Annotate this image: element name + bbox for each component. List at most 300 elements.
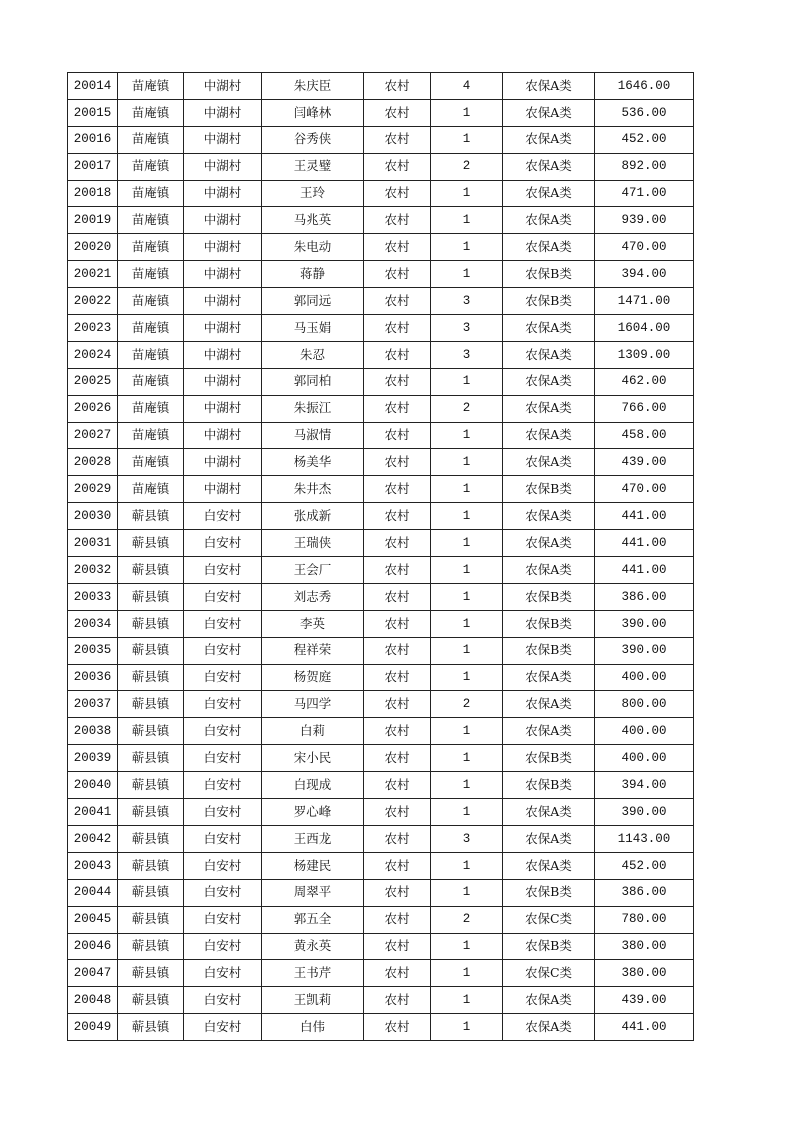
type-cell: 农村 xyxy=(364,126,431,153)
table-row xyxy=(68,799,694,826)
amount-cell: 386.00 xyxy=(595,583,694,610)
id-cell: 20032 xyxy=(68,557,118,584)
id-cell: 20036 xyxy=(68,664,118,691)
category-cell: 农保A类 xyxy=(503,557,595,584)
id-cell: 20020 xyxy=(68,234,118,261)
id-cell: 20021 xyxy=(68,261,118,288)
count-cell: 1 xyxy=(431,126,503,153)
id-cell: 20023 xyxy=(68,315,118,342)
id-cell: 20029 xyxy=(68,476,118,503)
town-cell: 苗庵镇 xyxy=(118,315,184,342)
table-row xyxy=(68,153,694,180)
amount-cell: 766.00 xyxy=(595,395,694,422)
amount-cell: 390.00 xyxy=(595,637,694,664)
amount-cell: 394.00 xyxy=(595,261,694,288)
id-cell: 20046 xyxy=(68,933,118,960)
name-cell: 刘志秀 xyxy=(262,583,364,610)
village-cell: 白安村 xyxy=(184,960,262,987)
type-cell: 农村 xyxy=(364,799,431,826)
town-cell: 蕲县镇 xyxy=(118,530,184,557)
village-cell: 白安村 xyxy=(184,691,262,718)
town-cell: 蕲县镇 xyxy=(118,825,184,852)
type-cell: 农村 xyxy=(364,73,431,100)
category-cell: 农保A类 xyxy=(503,180,595,207)
count-cell: 1 xyxy=(431,879,503,906)
town-cell: 蕲县镇 xyxy=(118,879,184,906)
type-cell: 农村 xyxy=(364,1014,431,1041)
amount-cell: 441.00 xyxy=(595,503,694,530)
id-cell: 20033 xyxy=(68,583,118,610)
id-cell: 20015 xyxy=(68,99,118,126)
type-cell: 农村 xyxy=(364,395,431,422)
category-cell: 农保B类 xyxy=(503,933,595,960)
table-row xyxy=(68,852,694,879)
village-cell: 白安村 xyxy=(184,718,262,745)
village-cell: 中湖村 xyxy=(184,261,262,288)
name-cell: 宋小民 xyxy=(262,745,364,772)
village-cell: 中湖村 xyxy=(184,99,262,126)
count-cell: 3 xyxy=(431,341,503,368)
amount-cell: 800.00 xyxy=(595,691,694,718)
category-cell: 农保A类 xyxy=(503,825,595,852)
count-cell: 1 xyxy=(431,637,503,664)
town-cell: 蕲县镇 xyxy=(118,691,184,718)
type-cell: 农村 xyxy=(364,207,431,234)
id-cell: 20024 xyxy=(68,341,118,368)
count-cell: 1 xyxy=(431,799,503,826)
village-cell: 中湖村 xyxy=(184,153,262,180)
name-cell: 郭同远 xyxy=(262,288,364,315)
category-cell: 农保A类 xyxy=(503,99,595,126)
amount-cell: 441.00 xyxy=(595,1014,694,1041)
count-cell: 1 xyxy=(431,772,503,799)
amount-cell: 400.00 xyxy=(595,718,694,745)
category-cell: 农保A类 xyxy=(503,530,595,557)
id-cell: 20016 xyxy=(68,126,118,153)
count-cell: 1 xyxy=(431,664,503,691)
village-cell: 中湖村 xyxy=(184,207,262,234)
town-cell: 苗庵镇 xyxy=(118,288,184,315)
name-cell: 周翠平 xyxy=(262,879,364,906)
town-cell: 蕲县镇 xyxy=(118,610,184,637)
category-cell: 农保B类 xyxy=(503,610,595,637)
id-cell: 20031 xyxy=(68,530,118,557)
town-cell: 蕲县镇 xyxy=(118,772,184,799)
category-cell: 农保A类 xyxy=(503,368,595,395)
amount-cell: 452.00 xyxy=(595,852,694,879)
table-row xyxy=(68,691,694,718)
village-cell: 白安村 xyxy=(184,557,262,584)
village-cell: 中湖村 xyxy=(184,422,262,449)
name-cell: 马四学 xyxy=(262,691,364,718)
town-cell: 苗庵镇 xyxy=(118,153,184,180)
amount-cell: 380.00 xyxy=(595,933,694,960)
id-cell: 20035 xyxy=(68,637,118,664)
village-cell: 中湖村 xyxy=(184,288,262,315)
village-cell: 中湖村 xyxy=(184,395,262,422)
type-cell: 农村 xyxy=(364,557,431,584)
amount-cell: 390.00 xyxy=(595,799,694,826)
category-cell: 农保B类 xyxy=(503,583,595,610)
table-row xyxy=(68,180,694,207)
id-cell: 20026 xyxy=(68,395,118,422)
name-cell: 杨美华 xyxy=(262,449,364,476)
id-cell: 20014 xyxy=(68,73,118,100)
town-cell: 苗庵镇 xyxy=(118,180,184,207)
village-cell: 中湖村 xyxy=(184,180,262,207)
amount-cell: 1604.00 xyxy=(595,315,694,342)
town-cell: 蕲县镇 xyxy=(118,745,184,772)
type-cell: 农村 xyxy=(364,261,431,288)
table-row xyxy=(68,960,694,987)
category-cell: 农保B类 xyxy=(503,745,595,772)
table-row xyxy=(68,315,694,342)
table-row xyxy=(68,476,694,503)
amount-cell: 892.00 xyxy=(595,153,694,180)
town-cell: 蕲县镇 xyxy=(118,987,184,1014)
town-cell: 蕲县镇 xyxy=(118,503,184,530)
name-cell: 朱庆臣 xyxy=(262,73,364,100)
village-cell: 白安村 xyxy=(184,906,262,933)
count-cell: 1 xyxy=(431,476,503,503)
type-cell: 农村 xyxy=(364,772,431,799)
type-cell: 农村 xyxy=(364,718,431,745)
count-cell: 1 xyxy=(431,234,503,261)
type-cell: 农村 xyxy=(364,503,431,530)
category-cell: 农保B类 xyxy=(503,637,595,664)
category-cell: 农保A类 xyxy=(503,207,595,234)
id-cell: 20022 xyxy=(68,288,118,315)
town-cell: 苗庵镇 xyxy=(118,368,184,395)
village-cell: 白安村 xyxy=(184,825,262,852)
count-cell: 1 xyxy=(431,987,503,1014)
name-cell: 马玉娟 xyxy=(262,315,364,342)
name-cell: 张成新 xyxy=(262,503,364,530)
name-cell: 王凯莉 xyxy=(262,987,364,1014)
category-cell: 农保B类 xyxy=(503,261,595,288)
name-cell: 白伟 xyxy=(262,1014,364,1041)
count-cell: 1 xyxy=(431,530,503,557)
name-cell: 王玲 xyxy=(262,180,364,207)
id-cell: 20044 xyxy=(68,879,118,906)
table-row xyxy=(68,234,694,261)
table-row xyxy=(68,610,694,637)
table-body xyxy=(68,73,694,1041)
category-cell: 农保A类 xyxy=(503,395,595,422)
count-cell: 1 xyxy=(431,960,503,987)
table-row xyxy=(68,772,694,799)
amount-cell: 386.00 xyxy=(595,879,694,906)
town-cell: 蕲县镇 xyxy=(118,718,184,745)
id-cell: 20041 xyxy=(68,799,118,826)
id-cell: 20028 xyxy=(68,449,118,476)
count-cell: 2 xyxy=(431,691,503,718)
name-cell: 王灵璧 xyxy=(262,153,364,180)
table-row xyxy=(68,745,694,772)
village-cell: 中湖村 xyxy=(184,368,262,395)
id-cell: 20030 xyxy=(68,503,118,530)
village-cell: 白安村 xyxy=(184,610,262,637)
town-cell: 苗庵镇 xyxy=(118,422,184,449)
count-cell: 1 xyxy=(431,261,503,288)
category-cell: 农保B类 xyxy=(503,772,595,799)
id-cell: 20039 xyxy=(68,745,118,772)
town-cell: 蕲县镇 xyxy=(118,583,184,610)
table-row xyxy=(68,99,694,126)
id-cell: 20038 xyxy=(68,718,118,745)
type-cell: 农村 xyxy=(364,422,431,449)
count-cell: 1 xyxy=(431,933,503,960)
village-cell: 中湖村 xyxy=(184,126,262,153)
type-cell: 农村 xyxy=(364,180,431,207)
count-cell: 1 xyxy=(431,718,503,745)
category-cell: 农保A类 xyxy=(503,449,595,476)
id-cell: 20045 xyxy=(68,906,118,933)
id-cell: 20025 xyxy=(68,368,118,395)
amount-cell: 462.00 xyxy=(595,368,694,395)
amount-cell: 939.00 xyxy=(595,207,694,234)
count-cell: 1 xyxy=(431,745,503,772)
count-cell: 1 xyxy=(431,1014,503,1041)
table-row xyxy=(68,557,694,584)
data-table xyxy=(67,72,694,1041)
type-cell: 农村 xyxy=(364,315,431,342)
village-cell: 白安村 xyxy=(184,583,262,610)
category-cell: 农保A类 xyxy=(503,422,595,449)
amount-cell: 394.00 xyxy=(595,772,694,799)
table-row xyxy=(68,1014,694,1041)
amount-cell: 441.00 xyxy=(595,530,694,557)
name-cell: 罗心峰 xyxy=(262,799,364,826)
name-cell: 杨建民 xyxy=(262,852,364,879)
village-cell: 白安村 xyxy=(184,933,262,960)
table-row xyxy=(68,368,694,395)
category-cell: 农保A类 xyxy=(503,1014,595,1041)
type-cell: 农村 xyxy=(364,852,431,879)
town-cell: 苗庵镇 xyxy=(118,395,184,422)
town-cell: 苗庵镇 xyxy=(118,73,184,100)
id-cell: 20027 xyxy=(68,422,118,449)
town-cell: 蕲县镇 xyxy=(118,933,184,960)
type-cell: 农村 xyxy=(364,637,431,664)
category-cell: 农保A类 xyxy=(503,691,595,718)
name-cell: 谷秀侠 xyxy=(262,126,364,153)
name-cell: 郭同柏 xyxy=(262,368,364,395)
table-row xyxy=(68,906,694,933)
village-cell: 白安村 xyxy=(184,852,262,879)
count-cell: 1 xyxy=(431,852,503,879)
village-cell: 白安村 xyxy=(184,1014,262,1041)
town-cell: 蕲县镇 xyxy=(118,960,184,987)
id-cell: 20047 xyxy=(68,960,118,987)
count-cell: 1 xyxy=(431,368,503,395)
town-cell: 苗庵镇 xyxy=(118,207,184,234)
category-cell: 农保C类 xyxy=(503,960,595,987)
count-cell: 3 xyxy=(431,825,503,852)
amount-cell: 400.00 xyxy=(595,664,694,691)
name-cell: 王西龙 xyxy=(262,825,364,852)
type-cell: 农村 xyxy=(364,906,431,933)
amount-cell: 452.00 xyxy=(595,126,694,153)
table-row xyxy=(68,288,694,315)
town-cell: 蕲县镇 xyxy=(118,557,184,584)
village-cell: 中湖村 xyxy=(184,476,262,503)
town-cell: 苗庵镇 xyxy=(118,449,184,476)
table-row xyxy=(68,422,694,449)
category-cell: 农保B类 xyxy=(503,476,595,503)
id-cell: 20018 xyxy=(68,180,118,207)
amount-cell: 441.00 xyxy=(595,557,694,584)
town-cell: 苗庵镇 xyxy=(118,99,184,126)
town-cell: 苗庵镇 xyxy=(118,234,184,261)
type-cell: 农村 xyxy=(364,99,431,126)
name-cell: 白现成 xyxy=(262,772,364,799)
village-cell: 白安村 xyxy=(184,799,262,826)
type-cell: 农村 xyxy=(364,745,431,772)
id-cell: 20049 xyxy=(68,1014,118,1041)
table-row xyxy=(68,879,694,906)
name-cell: 朱振江 xyxy=(262,395,364,422)
table-row xyxy=(68,933,694,960)
count-cell: 1 xyxy=(431,449,503,476)
amount-cell: 400.00 xyxy=(595,745,694,772)
count-cell: 2 xyxy=(431,395,503,422)
count-cell: 3 xyxy=(431,315,503,342)
amount-cell: 439.00 xyxy=(595,987,694,1014)
amount-cell: 470.00 xyxy=(595,234,694,261)
village-cell: 白安村 xyxy=(184,530,262,557)
category-cell: 农保B类 xyxy=(503,288,595,315)
table-row xyxy=(68,126,694,153)
name-cell: 郭五全 xyxy=(262,906,364,933)
count-cell: 1 xyxy=(431,610,503,637)
id-cell: 20043 xyxy=(68,852,118,879)
table-row xyxy=(68,825,694,852)
type-cell: 农村 xyxy=(364,476,431,503)
name-cell: 马淑情 xyxy=(262,422,364,449)
id-cell: 20040 xyxy=(68,772,118,799)
category-cell: 农保A类 xyxy=(503,987,595,1014)
type-cell: 农村 xyxy=(364,341,431,368)
count-cell: 1 xyxy=(431,180,503,207)
count-cell: 1 xyxy=(431,503,503,530)
town-cell: 蕲县镇 xyxy=(118,637,184,664)
type-cell: 农村 xyxy=(364,368,431,395)
village-cell: 中湖村 xyxy=(184,449,262,476)
category-cell: 农保A类 xyxy=(503,664,595,691)
type-cell: 农村 xyxy=(364,610,431,637)
name-cell: 马兆英 xyxy=(262,207,364,234)
type-cell: 农村 xyxy=(364,691,431,718)
village-cell: 白安村 xyxy=(184,637,262,664)
amount-cell: 470.00 xyxy=(595,476,694,503)
id-cell: 20017 xyxy=(68,153,118,180)
table-row xyxy=(68,664,694,691)
count-cell: 4 xyxy=(431,73,503,100)
id-cell: 20042 xyxy=(68,825,118,852)
table-row xyxy=(68,987,694,1014)
table-row xyxy=(68,73,694,100)
count-cell: 1 xyxy=(431,207,503,234)
village-cell: 白安村 xyxy=(184,987,262,1014)
name-cell: 王会厂 xyxy=(262,557,364,584)
category-cell: 农保A类 xyxy=(503,852,595,879)
category-cell: 农保C类 xyxy=(503,906,595,933)
name-cell: 黄永英 xyxy=(262,933,364,960)
type-cell: 农村 xyxy=(364,153,431,180)
amount-cell: 439.00 xyxy=(595,449,694,476)
count-cell: 1 xyxy=(431,583,503,610)
name-cell: 闫峰林 xyxy=(262,99,364,126)
amount-cell: 380.00 xyxy=(595,960,694,987)
name-cell: 杨贺庭 xyxy=(262,664,364,691)
name-cell: 王瑞侠 xyxy=(262,530,364,557)
town-cell: 蕲县镇 xyxy=(118,799,184,826)
name-cell: 王书芹 xyxy=(262,960,364,987)
amount-cell: 780.00 xyxy=(595,906,694,933)
amount-cell: 1646.00 xyxy=(595,73,694,100)
name-cell: 朱电动 xyxy=(262,234,364,261)
table-row xyxy=(68,718,694,745)
town-cell: 苗庵镇 xyxy=(118,341,184,368)
town-cell: 苗庵镇 xyxy=(118,261,184,288)
village-cell: 白安村 xyxy=(184,503,262,530)
category-cell: 农保A类 xyxy=(503,234,595,261)
category-cell: 农保B类 xyxy=(503,879,595,906)
village-cell: 白安村 xyxy=(184,745,262,772)
village-cell: 白安村 xyxy=(184,664,262,691)
village-cell: 中湖村 xyxy=(184,315,262,342)
table-row xyxy=(68,395,694,422)
amount-cell: 471.00 xyxy=(595,180,694,207)
town-cell: 蕲县镇 xyxy=(118,852,184,879)
name-cell: 李英 xyxy=(262,610,364,637)
type-cell: 农村 xyxy=(364,234,431,261)
amount-cell: 458.00 xyxy=(595,422,694,449)
category-cell: 农保A类 xyxy=(503,503,595,530)
village-cell: 中湖村 xyxy=(184,234,262,261)
table-row xyxy=(68,449,694,476)
category-cell: 农保A类 xyxy=(503,315,595,342)
amount-cell: 390.00 xyxy=(595,610,694,637)
table-row xyxy=(68,261,694,288)
amount-cell: 1143.00 xyxy=(595,825,694,852)
count-cell: 1 xyxy=(431,557,503,584)
amount-cell: 536.00 xyxy=(595,99,694,126)
table-row xyxy=(68,207,694,234)
village-cell: 白安村 xyxy=(184,879,262,906)
id-cell: 20034 xyxy=(68,610,118,637)
town-cell: 蕲县镇 xyxy=(118,906,184,933)
count-cell: 2 xyxy=(431,153,503,180)
type-cell: 农村 xyxy=(364,933,431,960)
town-cell: 苗庵镇 xyxy=(118,476,184,503)
type-cell: 农村 xyxy=(364,987,431,1014)
name-cell: 程祥荣 xyxy=(262,637,364,664)
table-row xyxy=(68,637,694,664)
id-cell: 20019 xyxy=(68,207,118,234)
category-cell: 农保A类 xyxy=(503,718,595,745)
category-cell: 农保A类 xyxy=(503,73,595,100)
count-cell: 1 xyxy=(431,99,503,126)
type-cell: 农村 xyxy=(364,879,431,906)
type-cell: 农村 xyxy=(364,449,431,476)
category-cell: 农保A类 xyxy=(503,799,595,826)
table-row xyxy=(68,583,694,610)
village-cell: 白安村 xyxy=(184,772,262,799)
table-row xyxy=(68,503,694,530)
type-cell: 农村 xyxy=(364,583,431,610)
